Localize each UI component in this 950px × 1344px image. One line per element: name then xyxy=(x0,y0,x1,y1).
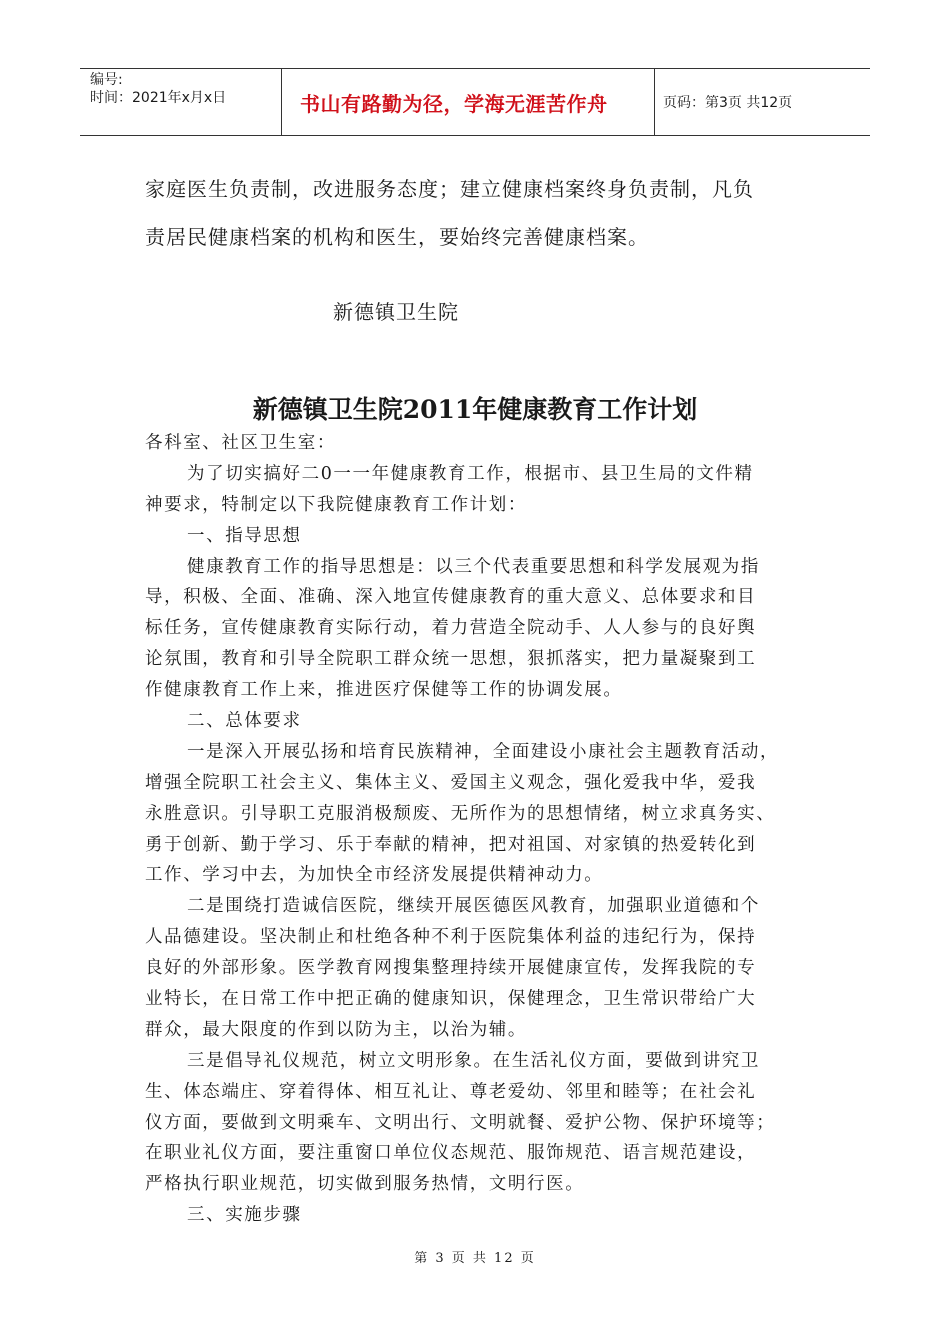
body-line: 作健康教育工作上来，推进医疗保健等工作的协调发展。 xyxy=(145,680,623,701)
prev-section-line-1: 家庭医生负责制，改进服务态度；建立健康档案终身负责制，凡负 xyxy=(145,177,754,201)
body-line: 一是深入开展弘扬和培育民族精神，全面建设小康社会主题教育活动， xyxy=(187,741,780,762)
body-line: 二是围绕打造诚信医院，继续开展医德医风教育，加强职业道德和个 xyxy=(187,896,760,917)
header-meta xyxy=(80,69,282,135)
body-line: 仪方面，要做到文明乘车、文明出行、文明就餐、爱护公物、保护环境等； xyxy=(145,1112,776,1133)
header-motto: 书山有路勤为径，学海无涯苦作舟 xyxy=(300,91,608,116)
body-line: 为了切实搞好二0一一年健康教育工作，根据市、县卫生局的文件精 xyxy=(187,463,754,484)
document-body xyxy=(145,428,815,1231)
section-heading-2: 二、总体要求 xyxy=(187,711,302,732)
body-line: 良好的外部形象。医学教育网搜集整理持续开展健康宣传，发挥我院的专 xyxy=(145,958,757,979)
body-line: 工作、学习中去，为加快全市经济发展提供精神动力。 xyxy=(145,865,604,886)
body-line: 勇于创新、勤于学习、乐于奉献的精神，把对祖国、对家镇的热爱转化到 xyxy=(145,834,757,855)
body-line: 人品德建设。坚决制止和杜绝各种不利于医院集体利益的违纪行为，保持 xyxy=(145,927,757,948)
salutation: 各科室、社区卫生室： xyxy=(145,433,336,453)
body-line: 生、体态端庄、穿着得体、相互礼让、尊老爱幼、邻里和睦等；在社会礼 xyxy=(145,1081,757,1102)
body-line: 业特长，在日常工作中把正确的健康知识，保健理念，卫生常识带给广大 xyxy=(145,989,757,1010)
section-heading-3: 三、实施步骤 xyxy=(187,1205,302,1226)
body-line: 导，积极、全面、准确、深入地宣传健康教育的重大意义、总体要求和目 xyxy=(145,587,757,608)
body-line: 神要求，特制定以下我院健康教育工作计划： xyxy=(145,494,527,515)
time-label: 时间：2021年x月x日 xyxy=(90,90,227,106)
body-line: 增强全院职工社会主义、集体主义、爱国主义观念，强化爱我中华，爱我 xyxy=(145,772,757,793)
body-line: 标任务，宣传健康教育实际行动，着力营造全院动手、人人参与的良好舆 xyxy=(145,618,757,639)
number-label: 编号: xyxy=(90,72,123,88)
body-line: 永胜意识。引导职工克服消极颓废、无所作为的思想情绪，树立求真务实、 xyxy=(145,803,776,824)
page-footer: 第 3 页 共 12 页 xyxy=(414,1251,536,1266)
header-page-cell xyxy=(655,69,870,135)
header-motto-cell xyxy=(282,69,655,135)
page-header xyxy=(80,68,870,136)
body-line: 三是倡导礼仪规范，树立文明形象。在生活礼仪方面，要做到讲究卫 xyxy=(187,1050,760,1071)
body-line: 健康教育工作的指导思想是：以三个代表重要思想和科学发展观为指 xyxy=(187,556,760,577)
header-page-info: 页码：第3页 共12页 xyxy=(663,95,793,111)
document-title: 新德镇卫生院2011年健康教育工作计划 xyxy=(252,395,698,424)
body-line: 论氛围，教育和引导全院职工群众统一思想，狠抓落实，把力量凝聚到工 xyxy=(145,649,757,670)
body-line: 严格执行职业规范，切实做到服务热情，文明行医。 xyxy=(145,1174,585,1195)
prev-section-signature: 新德镇卫生院 xyxy=(333,300,459,324)
body-line: 群众，最大限度的作到以防为主，以治为辅。 xyxy=(145,1019,527,1040)
prev-section-line-2: 责居民健康档案的机构和医生，要始终完善健康档案。 xyxy=(145,225,649,249)
body-line: 在职业礼仪方面，要注重窗口单位仪态规范、服饰规范、语言规范建设， xyxy=(145,1143,757,1164)
section-heading-1: 一、指导思想 xyxy=(187,525,302,546)
